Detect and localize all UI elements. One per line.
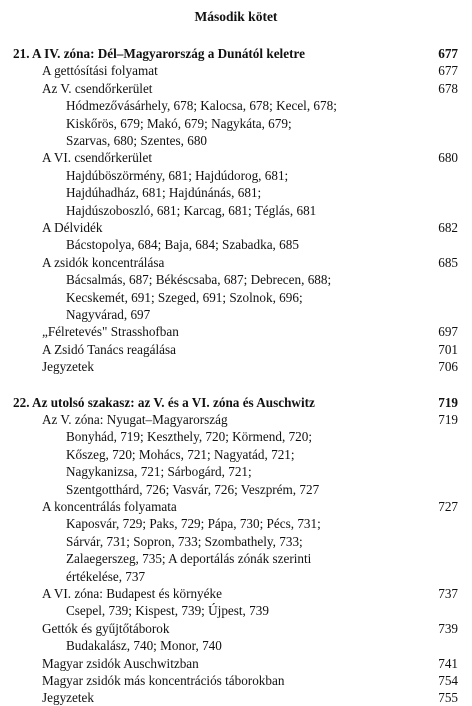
entry-title: A VI. zóna: Budapest és környéke <box>42 586 222 601</box>
entry-title: Magyar zsidók Auschwitzban <box>42 655 199 671</box>
subentry-places <box>0 289 472 306</box>
entry-title: Bonyhád, 719; Keszthely, 720; Körmend, 720; <box>66 429 313 445</box>
entry-title: Sárvár, 731; Sopron, 733; Szombathely, 733; <box>66 533 303 549</box>
entry-title: Hódmezővásárhely, 678; Kalocsa, 678; Kecel, 678; <box>66 98 337 114</box>
section-entry <box>0 149 472 166</box>
entry-title: 22. Az utolsó szakasz: az V. és a VI. zóna és Auschwitz <box>13 394 315 410</box>
entry-title: Kőszeg, 720; Mohács, 721; Nagyatád, 721; <box>66 446 295 462</box>
subentry-places <box>0 97 472 114</box>
entry-page-number: 755 <box>438 690 458 706</box>
entry-title: Gettók és gyűjtőtáborok <box>42 620 170 636</box>
entry-title: Az V. csendőrkerület <box>42 80 153 96</box>
section-entry <box>0 254 472 271</box>
subentry-places <box>0 428 472 445</box>
subentry-places <box>0 481 472 498</box>
entry-title: Jegyzetek <box>42 690 94 706</box>
entry-page-number: 719 <box>438 412 458 427</box>
entry-title: Hajdúszoboszló, 681; Karcag, 681; Téglás, 681 <box>66 202 317 218</box>
subentry-places <box>0 602 472 619</box>
subentry-places <box>0 446 472 463</box>
subentry-places <box>0 202 472 219</box>
subentry-places <box>0 515 472 532</box>
chapter-entry <box>0 45 472 62</box>
section-entry <box>0 672 472 689</box>
entry-page-number: 682 <box>438 220 458 235</box>
subentry-places <box>0 167 472 184</box>
entry-title: A gettósítási folyamat <box>42 63 158 79</box>
entry-title: Hajdúhadház, 681; Hajdúnánás, 681; <box>66 185 262 201</box>
entry-page-number: 727 <box>438 499 458 514</box>
entry-title: Csepel, 739; Kispest, 739; Újpest, 739 <box>66 603 269 619</box>
chapter-entry <box>0 394 472 411</box>
entry-page-number: 680 <box>438 150 458 166</box>
entry-page-number: 678 <box>438 80 458 96</box>
subentry-places <box>0 550 472 567</box>
entry-title: A Délvidék <box>42 220 103 235</box>
entry-title: Az V. zóna: Nyugat–Magyarország <box>42 412 228 427</box>
entry-page-number: 701 <box>438 341 458 357</box>
subentry-places <box>0 271 472 288</box>
entry-title: értékelése, 737 <box>66 568 146 584</box>
subentry-places <box>0 637 472 654</box>
entry-title: Kaposvár, 729; Paks, 729; Pápa, 730; Pécs, 731; <box>66 516 321 532</box>
section-entry <box>0 411 472 428</box>
entry-page-number: 719 <box>438 394 458 410</box>
subentry-places <box>0 236 472 253</box>
entry-page-number: 677 <box>438 63 458 79</box>
section-entry <box>0 80 472 97</box>
entry-title: Kecskemét, 691; Szeged, 691; Szolnok, 696; <box>66 289 303 305</box>
subentry-places <box>0 463 472 480</box>
section-entry <box>0 689 472 706</box>
entry-page-number: 685 <box>438 254 458 270</box>
subentry-places <box>0 184 472 201</box>
entry-title: „Félretevés" Strasshofban <box>42 324 179 340</box>
section-entry <box>0 358 472 375</box>
section-entry <box>0 620 472 637</box>
entry-title: Bácsalmás, 687; Békéscsaba, 687; Debrecen, 688; <box>66 272 332 288</box>
entry-title: A koncentrálás folyamata <box>42 499 177 514</box>
entry-title: Kiskőrös, 679; Makó, 679; Nagykáta, 679; <box>66 115 292 131</box>
entry-title: A zsidók koncentrálása <box>42 254 165 270</box>
entry-page-number: 754 <box>438 673 458 688</box>
subentry-places <box>0 568 472 585</box>
volume-heading: Második kötet <box>194 9 278 24</box>
entry-title: Magyar zsidók más koncentrációs táborokban <box>42 673 285 688</box>
entry-page-number: 737 <box>438 586 458 601</box>
entry-title: Jegyzetek <box>42 359 94 375</box>
entry-title: Hajdúböszörmény, 681; Hajdúdorog, 681; <box>66 167 289 183</box>
entry-title: A Zsidó Tanács reagálása <box>42 341 176 357</box>
entry-title: Budakalász, 740; Monor, 740 <box>66 638 222 654</box>
entry-page-number: 739 <box>438 620 458 636</box>
entry-title: Bácstopolya, 684; Baja, 684; Szabadka, 685 <box>66 237 299 253</box>
entry-page-number: 706 <box>438 359 458 375</box>
entry-title: Nagykanizsa, 721; Sárbogárd, 721; <box>66 464 252 480</box>
entry-title: Szarvas, 680; Szentes, 680 <box>66 133 208 148</box>
entry-page-number: 677 <box>438 46 458 61</box>
section-entry <box>0 585 472 602</box>
subentry-places <box>0 132 472 149</box>
section-entry <box>0 219 472 236</box>
section-entry <box>0 655 472 672</box>
entry-title: A VI. csendőrkerület <box>42 150 152 166</box>
section-entry <box>0 498 472 515</box>
entry-title: Nagyvárad, 697 <box>66 307 151 322</box>
entry-title: 21. A IV. zóna: Dél–Magyarország a Dunától keletre <box>13 46 305 61</box>
section-entry <box>0 323 472 340</box>
section-entry <box>0 341 472 358</box>
subentry-places <box>0 306 472 323</box>
entry-page-number: 697 <box>438 324 458 340</box>
entry-title: Szentgotthárd, 726; Vasvár, 726; Veszprém, 727 <box>66 481 320 497</box>
subentry-places <box>0 115 472 132</box>
entry-title: Zalaegerszeg, 735; A deportálás zónák szerinti <box>66 551 312 567</box>
subentry-places <box>0 533 472 550</box>
section-entry <box>0 62 472 79</box>
entry-page-number: 741 <box>438 655 458 671</box>
